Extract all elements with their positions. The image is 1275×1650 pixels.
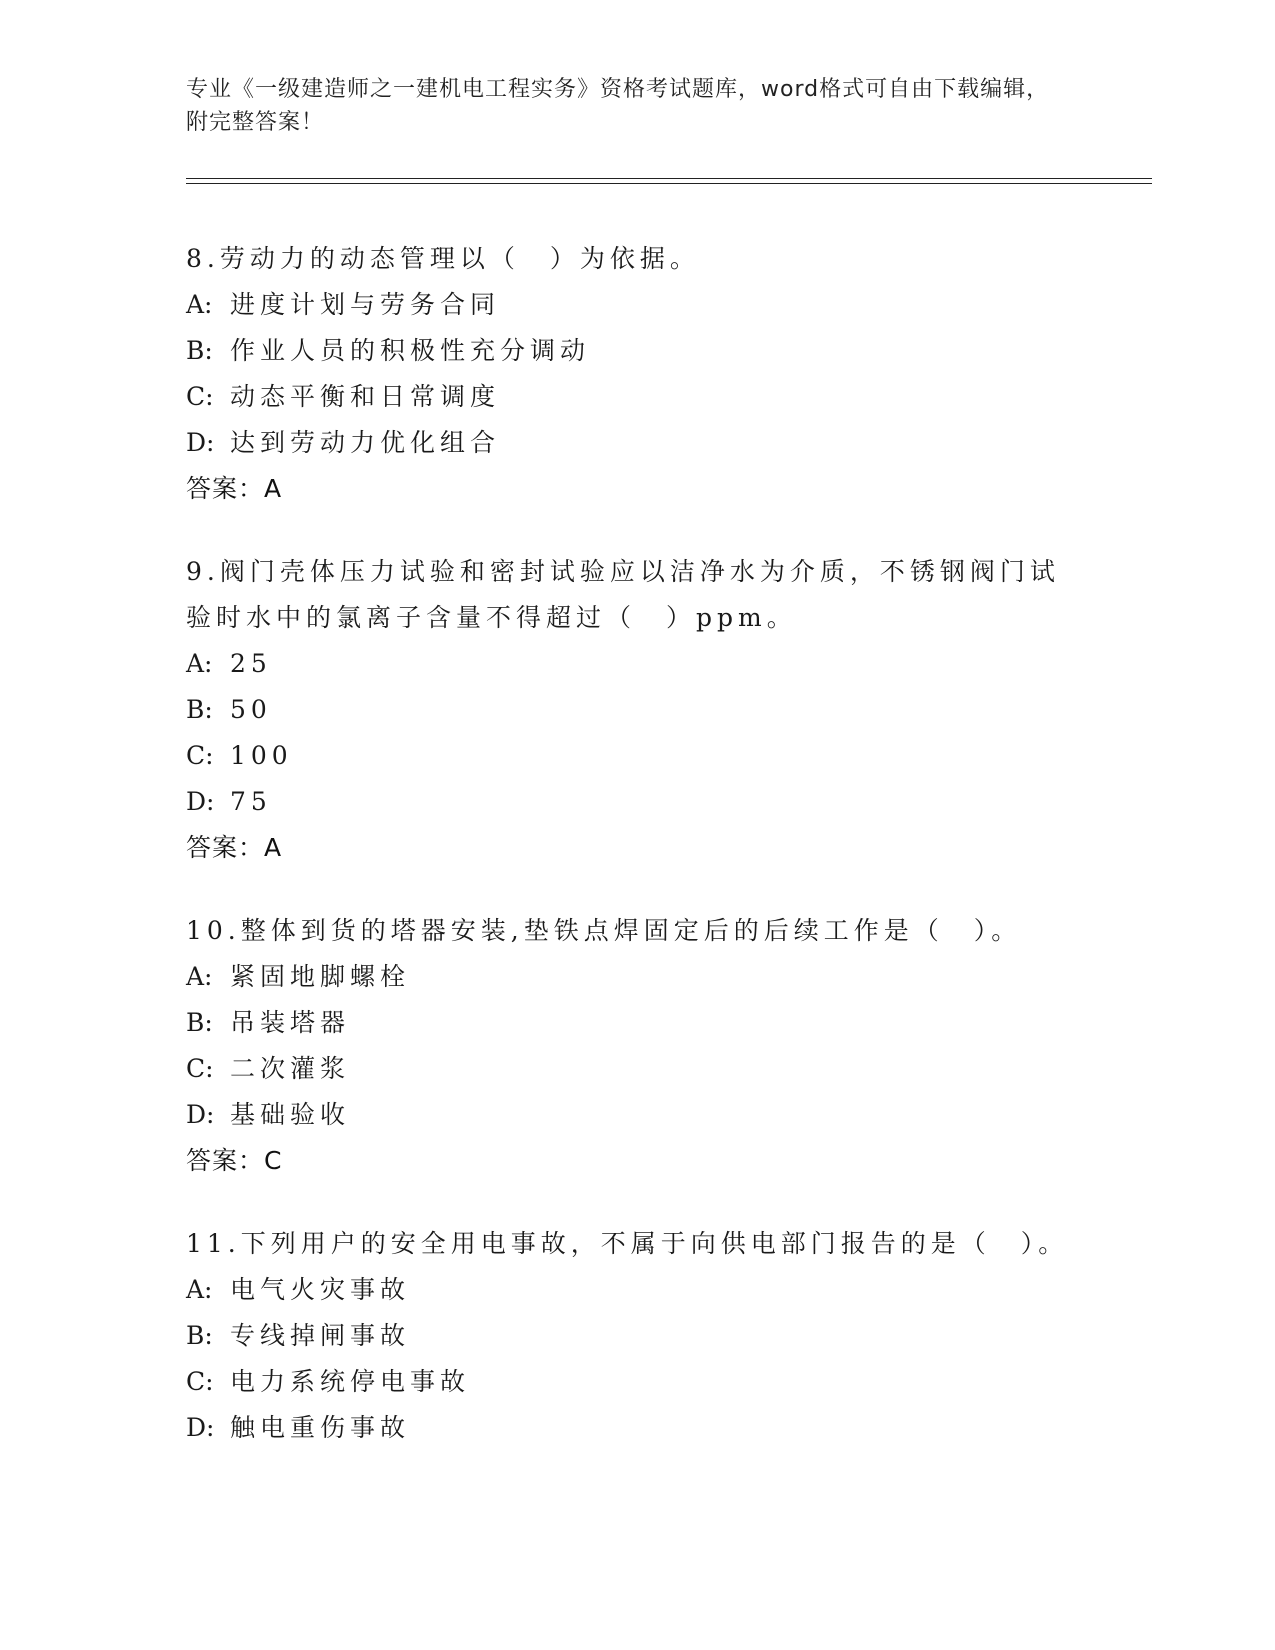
question-10	[186, 908, 1086, 1184]
header-rule-bottom	[186, 183, 1152, 184]
option-text: 25	[230, 649, 272, 678]
option-key: B:	[186, 1008, 213, 1037]
option-a	[186, 954, 1086, 1000]
option-key: B:	[186, 336, 213, 365]
option-text: 动态平衡和日常调度	[230, 382, 501, 411]
option-key: B:	[186, 1321, 213, 1350]
option-a	[186, 1267, 1086, 1313]
option-text: 基础验收	[230, 1100, 351, 1129]
question-11	[186, 1221, 1086, 1451]
option-b	[186, 687, 1086, 733]
option-text: 作业人员的积极性充分调动	[230, 336, 591, 365]
option-d	[186, 779, 1086, 825]
answer-line: 答案：A	[186, 833, 283, 862]
option-text: 吊装塔器	[230, 1008, 351, 1037]
option-b	[186, 1000, 1086, 1046]
option-c	[186, 1359, 1086, 1405]
option-key: C:	[186, 1054, 214, 1083]
option-key: B:	[186, 695, 213, 724]
option-a	[186, 641, 1086, 687]
answer-line: 答案：A	[186, 474, 283, 503]
question-8	[186, 236, 1086, 512]
option-key: D:	[186, 428, 215, 457]
option-text: 紧固地脚螺栓	[230, 962, 411, 991]
option-d	[186, 1092, 1086, 1138]
option-key: A:	[186, 962, 213, 991]
option-text: 二次灌浆	[230, 1054, 351, 1083]
question-list	[186, 236, 1086, 1488]
option-d	[186, 1405, 1086, 1451]
option-text: 100	[230, 741, 293, 770]
option-text: 75	[230, 787, 272, 816]
option-d	[186, 420, 1086, 466]
option-key: D:	[186, 1100, 215, 1129]
option-text: 达到劳动力优化组合	[230, 428, 501, 457]
option-key: C:	[186, 1367, 214, 1396]
option-key: C:	[186, 382, 214, 411]
option-b	[186, 328, 1086, 374]
option-key: A:	[186, 649, 213, 678]
option-text: 电力系统停电事故	[230, 1367, 471, 1396]
option-text: 电气火灾事故	[230, 1275, 411, 1304]
option-text: 专线掉闸事故	[230, 1321, 411, 1350]
option-text: 触电重伤事故	[230, 1413, 411, 1442]
document-header: 专业《一级建造师之一建机电工程实务》资格考试题库，word格式可自由下载编辑，附完整答案！	[186, 77, 1050, 135]
option-a	[186, 282, 1086, 328]
option-key: C:	[186, 741, 214, 770]
option-key: D:	[186, 1413, 215, 1442]
option-c	[186, 733, 1086, 779]
header-rule-top	[186, 178, 1152, 179]
option-key: D:	[186, 787, 215, 816]
option-b	[186, 1313, 1086, 1359]
answer-line: 答案：C	[186, 1146, 283, 1175]
option-text: 50	[230, 695, 272, 724]
question-stem: 10.整体到货的塔器安装,垫铁点焊固定后的后续工作是（ ）。	[186, 916, 1022, 945]
question-stem: 9.阀门壳体压力试验和密封试验应以洁净水为介质，不锈钢阀门试验时水中的氯离子含量不得超过（ ）ppm。	[186, 557, 1060, 632]
option-c	[186, 1046, 1086, 1092]
question-stem: 8.劳动力的动态管理以（ ）为依据。	[186, 244, 700, 273]
question-stem: 11.下列用户的安全用电事故，不属于向供电部门报告的是（ ）。	[186, 1229, 1069, 1258]
option-key: A:	[186, 1275, 213, 1304]
option-text: 进度计划与劳务合同	[230, 290, 501, 319]
option-c	[186, 374, 1086, 420]
question-9	[186, 549, 1086, 871]
option-key: A:	[186, 290, 213, 319]
